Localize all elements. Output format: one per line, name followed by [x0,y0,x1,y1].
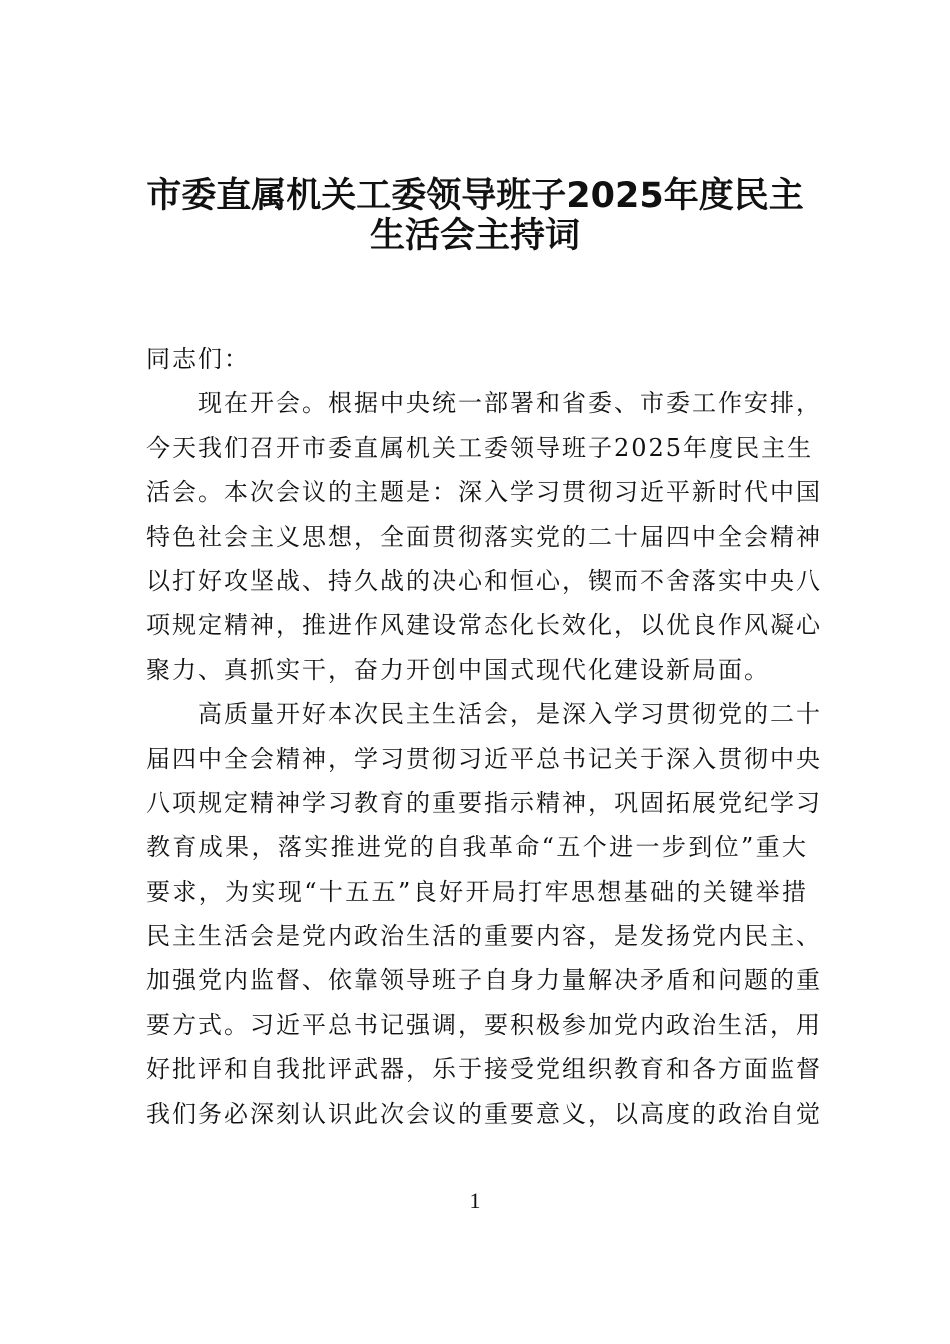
paragraph-2-line: 要求，为实现“十五五”良好开局打牢思想基础的关键举措 [146,877,808,906]
paragraph-1-line: 今天我们召开市委直属机关工委领导班子2025年度民主生 [146,433,814,462]
paragraph-2-line: 加强党内监督、依靠领导班子自身力量解决矛盾和问题的重 [146,966,822,995]
paragraph-1-line: 现在开会。根据中央统一部署和省委、市委工作安排， [198,389,822,418]
paragraph-1-line: 项规定精神，推进作风建设常态化长效化，以优良作风凝心 [146,611,822,640]
paragraph-2-line: 八项规定精神学习教育的重要指示精神，巩固拓展党纪学习 [146,788,822,817]
paragraph-1-line: 聚力、真抓实干，奋力开创中国式现代化建设新局面。 [146,655,770,684]
document-body [146,337,822,1136]
paragraph-2-line: 我们务必深刻认识此次会议的重要意义，以高度的政治自觉 [146,1099,822,1128]
document-title-line-1: 市委直属机关工委领导班子2025年度民主 [146,176,804,216]
paragraph-2-line: 民主生活会是党内政治生活的重要内容，是发扬党内民主、 [146,922,822,951]
paragraph-2-line: 届四中全会精神，学习贯彻习近平总书记关于深入贯彻中央 [146,744,822,773]
document-title-line-2: 生活会主持词 [369,216,580,256]
paragraph-1-line: 特色社会主义思想，全面贯彻落实党的二十届四中全会精神 [146,522,822,551]
paragraph-2-line: 要方式。习近平总书记强调，要积极参加党内政治生活，用 [146,1010,822,1039]
paragraph-2-line: 好批评和自我批评武器，乐于接受党组织教育和各方面监督 [146,1055,822,1084]
paragraph-2-line: 教育成果，落实推进党的自我革命“五个进一步到位”重大 [146,833,808,862]
paragraph-1-line: 活会。本次会议的主题是：深入学习贯彻习近平新时代中国 [146,478,822,507]
page-number: 1 [469,1188,481,1213]
salutation: 同志们： [146,345,250,373]
paragraph-2-line: 高质量开好本次民主生活会，是深入学习贯彻党的二十 [198,700,822,729]
paragraph-1-line: 以打好攻坚战、持久战的决心和恒心，锲而不舍落实中央八 [146,566,822,595]
